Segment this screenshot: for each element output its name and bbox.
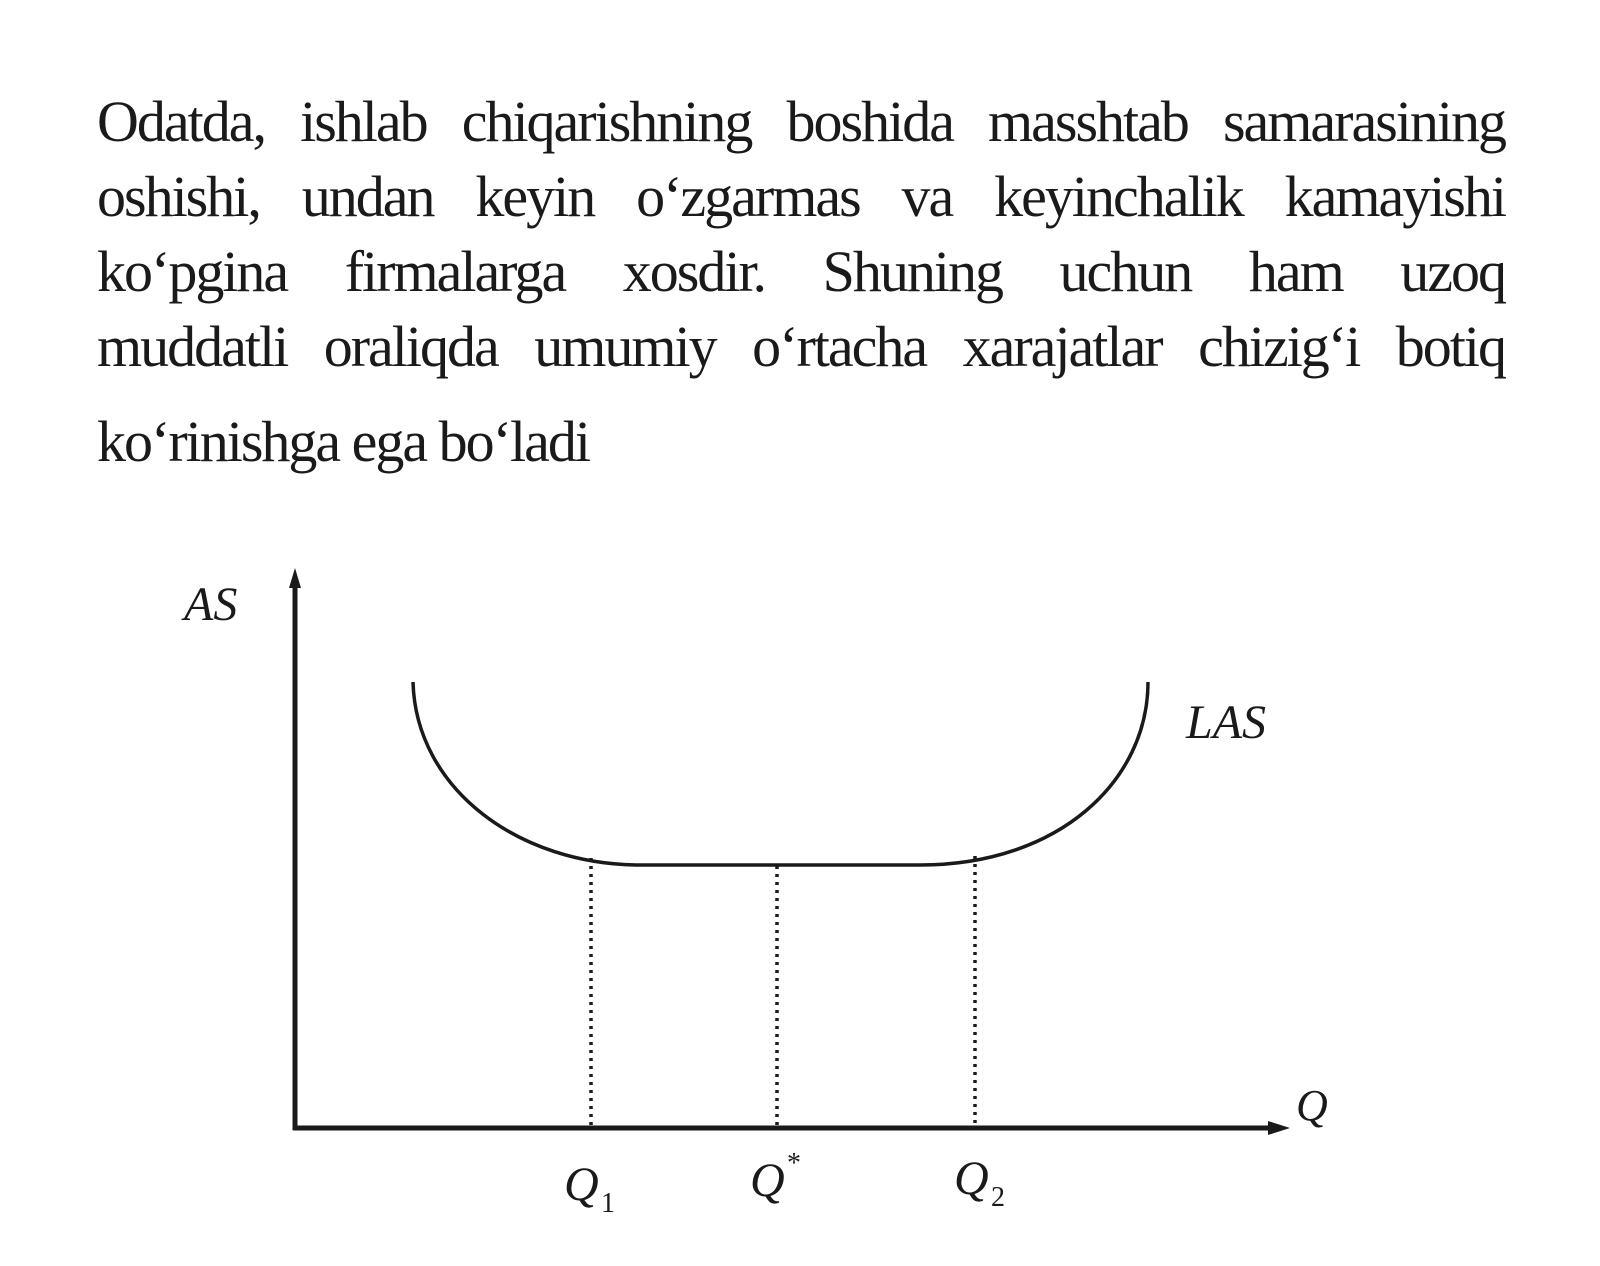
y-axis-arrowhead [289, 568, 301, 588]
paragraph-line-5: ko‘rinishga ega bo‘ladi [97, 409, 589, 474]
y-axis-label: AS [184, 578, 238, 631]
x-axis-label: Q [1296, 1081, 1328, 1130]
paragraph-line-1: Odatda, ishlab chiqarishning boshida masshtab samarasining [97, 89, 1505, 154]
tick-label-q2-main: Q [954, 1152, 989, 1205]
tick-label-qstar-sup: * [787, 1148, 801, 1179]
tick-label-qstar [750, 1148, 801, 1207]
curve-label: LAS [1186, 696, 1267, 749]
las-curve [413, 682, 1148, 865]
tick-label-q1-main: Q [564, 1158, 599, 1211]
paragraph-line-4: muddatli oraliqda umumiy o‘rtacha xarajatlar chizig‘i botiq [97, 314, 1505, 379]
tick-label-q1-sub: 1 [601, 1188, 615, 1219]
tick-label-qstar-main: Q [750, 1154, 785, 1207]
tick-label-q2-sub: 2 [991, 1182, 1005, 1213]
x-axis-arrowhead [1268, 1121, 1290, 1135]
tick-label-q2 [954, 1152, 1005, 1213]
paragraph-line-2: oshishi, undan keyin o‘zgarmas va keyinchalik kamayishi [97, 164, 1505, 229]
tick-label-q1 [564, 1158, 615, 1219]
paragraph-line-3: ko‘pgina firmalarga xosdir. Shuning uchun ham uzoq [97, 239, 1505, 304]
